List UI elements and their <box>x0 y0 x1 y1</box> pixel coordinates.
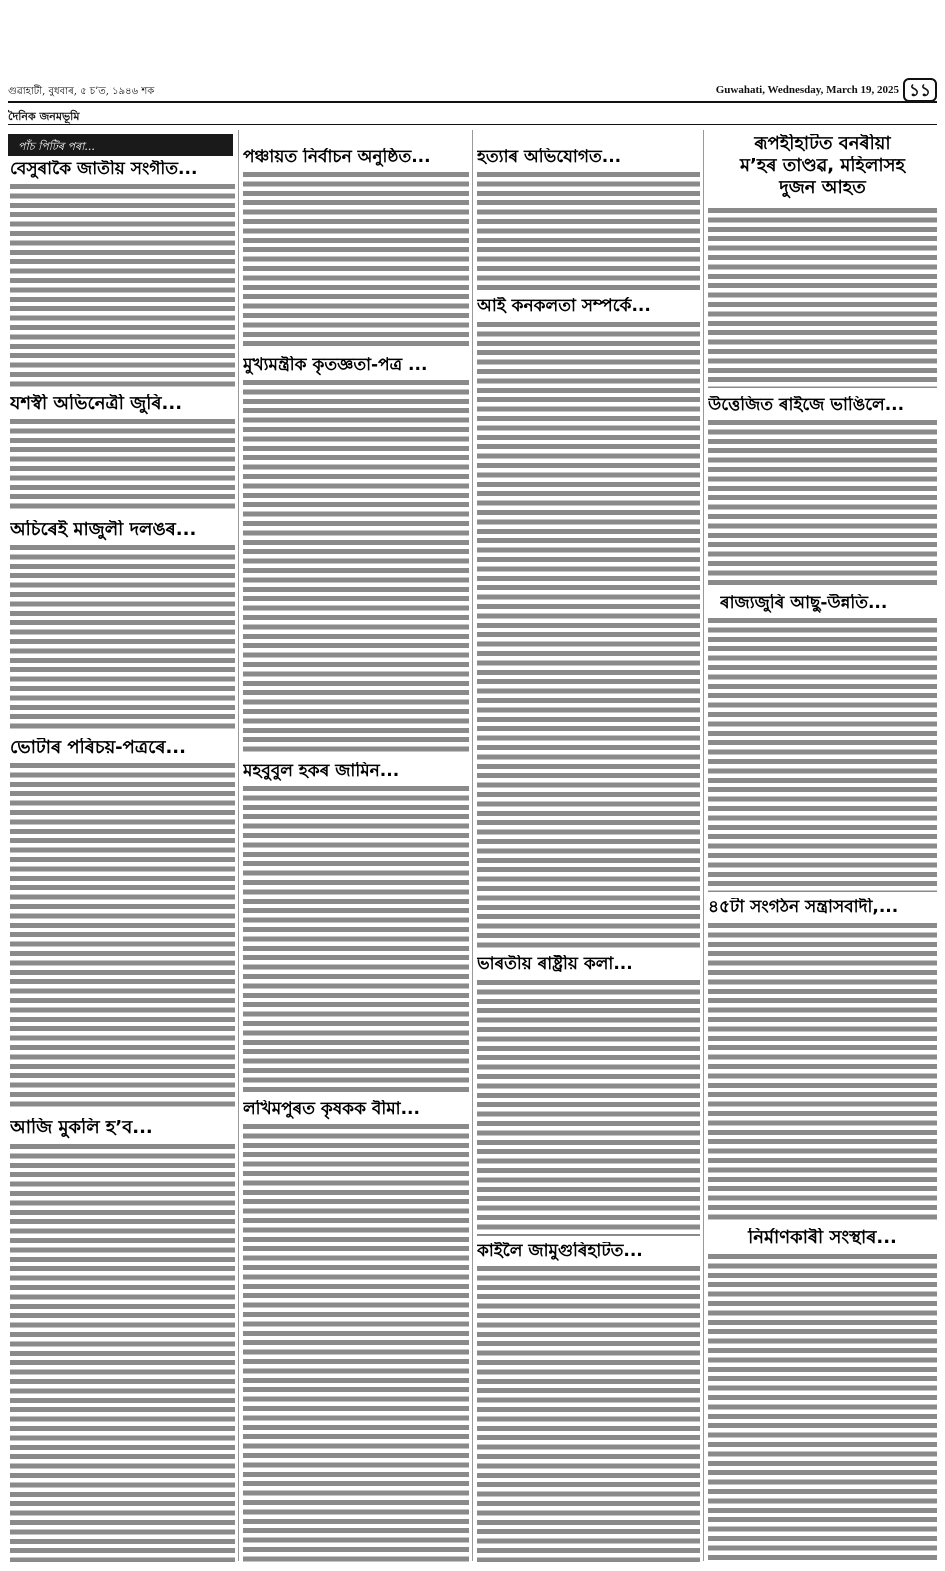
column-divider <box>472 130 473 1561</box>
article-body <box>10 1142 235 1562</box>
header-rule-thin <box>8 124 937 125</box>
headline: হত্যাৰ অভিযোগত... <box>477 148 622 167</box>
headline: যশস্বী অভিনেত্ৰী জুৰি... <box>10 394 183 414</box>
headline: ভাৰতীয় ৰাষ্ট্ৰীয় কলা... <box>477 955 633 974</box>
article-body <box>243 784 469 1094</box>
headline: আই কনকলতা সম্পৰ্কে... <box>477 297 651 316</box>
headline: লখিমপুৰত কৃষকক বীমা... <box>243 1100 420 1119</box>
lead-headline-line3: দুজন আহত <box>779 178 866 198</box>
continued-ribbon: পাঁচ পিটিৰ পৰা... <box>8 134 233 156</box>
article-body <box>708 1252 937 1562</box>
article-body <box>10 761 235 1109</box>
headline: ৪৫টা সংগঠন সন্ত্ৰাসবাদী,... <box>708 898 899 917</box>
headline: অচিৰেই মাজুলী দলঙৰ... <box>10 520 197 540</box>
article-body <box>477 170 700 292</box>
header-rule <box>8 101 937 103</box>
article-body <box>477 320 700 950</box>
article-body <box>708 206 937 388</box>
article-body <box>477 1264 700 1562</box>
headline: উত্তেজিত ৰাইজে ভাঙিলে... <box>708 396 905 415</box>
headline: ৰাজ্যজুৰি আছু-উন্নতি... <box>720 594 888 613</box>
article-body <box>10 543 235 733</box>
headline: আজি মুকলি হ’ব... <box>10 1118 153 1138</box>
headline: কাইলৈ জামুগুৰিহাটত... <box>477 1242 643 1261</box>
lead-headline-line1: ৰূপহীহাটত বনৰীয়া <box>754 134 891 154</box>
article-body <box>477 978 700 1236</box>
column-divider <box>238 130 239 1561</box>
headline: নিৰ্মাণকাৰী সংস্থাৰ... <box>748 1228 897 1248</box>
date-local: গুৱাহাটী, বুধবাৰ, ৫ চ’ত, ১৯৪৬ শক <box>8 86 155 97</box>
brand-name: দৈনিক জনমভূমি <box>8 110 80 123</box>
headline: মুখ্যমন্ত্ৰীক কৃতজ্ঞতা-পত্ৰ ... <box>243 356 428 375</box>
column-divider <box>703 130 704 1561</box>
article-body <box>708 921 937 1221</box>
article-body <box>708 418 937 588</box>
headline: পঞ্চায়ত নিৰ্বাচন অনুষ্ঠিত... <box>243 148 431 167</box>
article-body <box>243 170 469 350</box>
article-body <box>10 417 235 513</box>
lead-headline-line2: ম’হৰ তাণ্ডৱ, মহিলাসহ <box>740 156 905 176</box>
article-body <box>10 182 235 388</box>
page-number: ১১ <box>903 78 937 102</box>
headline: ভোটাৰ পৰিচয়-পত্ৰৰে... <box>10 738 186 758</box>
date-english: Guwahati, Wednesday, March 19, 2025 <box>715 84 899 96</box>
article-body <box>243 1122 469 1562</box>
article-body <box>243 378 469 756</box>
headline: মহবুবুল হকৰ জামিন... <box>243 762 400 781</box>
headline: বেসুৰাকৈ জাতীয় সংগীত... <box>10 160 198 179</box>
article-body <box>708 616 937 892</box>
